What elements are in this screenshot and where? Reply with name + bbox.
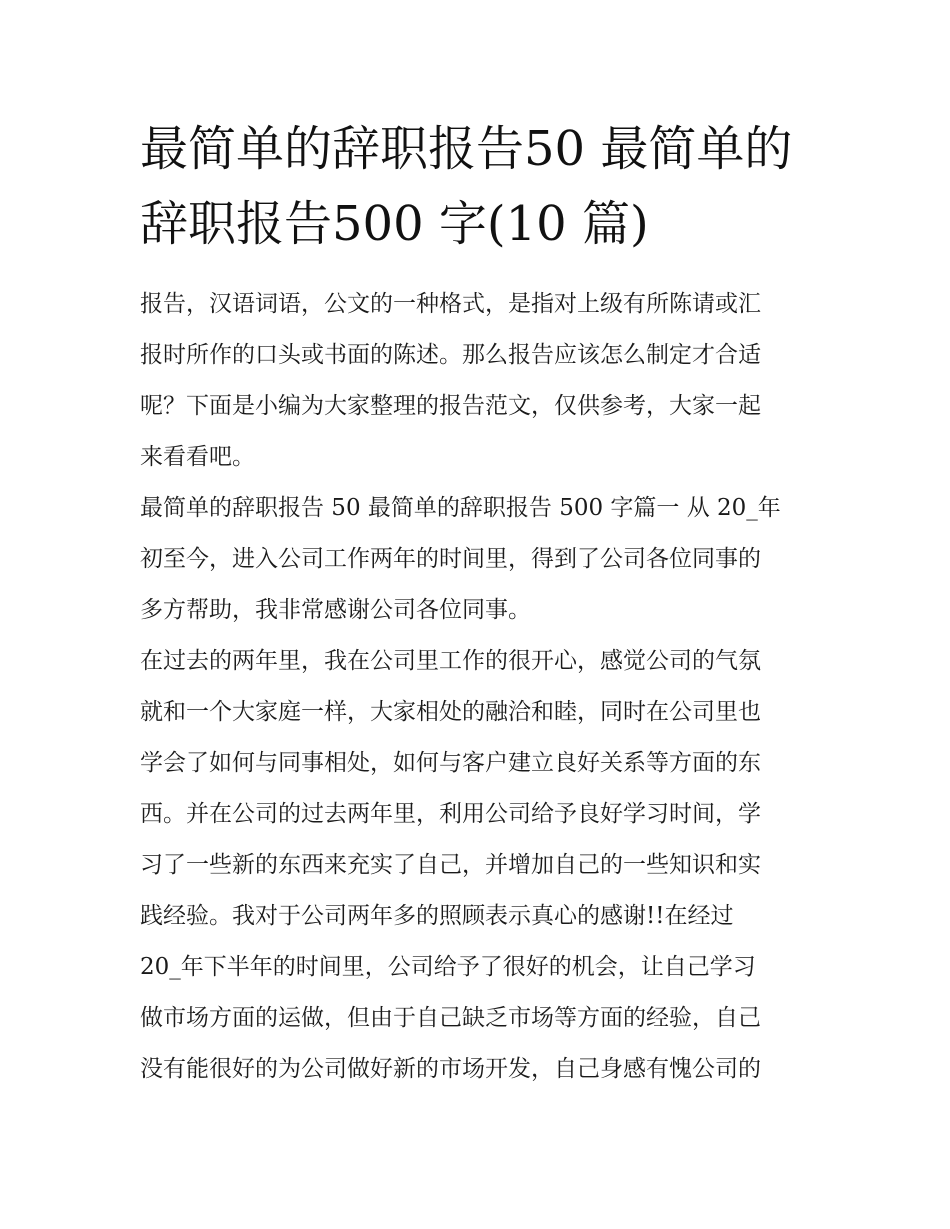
body-line: 西。并在公司的过去两年里，利用公司给予良好学习时间，学 [140,801,761,827]
body-line: 呢？下面是小编为大家整理的报告范文，仅供参考，大家一起 [140,393,761,419]
title-line-1: 最简单的辞职报告50 最简单的 [140,121,793,177]
document-page [140,112,812,1095]
body-line: 习了一些新的东西来充实了自己，并增加自己的一些知识和实 [140,852,761,878]
body-line: 学会了如何与同事相处，如何与客户建立良好关系等方面的东 [140,750,761,776]
body-line: 报告，汉语词语，公文的一种格式，是指对上级有所陈请或汇 [140,291,761,317]
body-line: 20_年下半年的时间里，公司给予了很好的机会，让自己学习 [140,954,756,980]
body-line: 来看看吧。 [140,444,255,470]
document-title [140,112,812,262]
body-line: 在过去的两年里，我在公司里工作的很开心，感觉公司的气氛 [140,648,761,674]
body-line: 最简单的辞职报告 50 最简单的辞职报告 500 字篇一 从 20_年 [140,495,781,521]
body-line: 多方帮助，我非常感谢公司各位同事。 [140,597,531,623]
body-line: 就和一个大家庭一样，大家相处的融洽和睦，同时在公司里也 [140,699,761,725]
body-line: 做市场方面的运做，但由于自己缺乏市场等方面的经验，自己 [140,1005,761,1031]
document-body [140,279,812,1095]
body-line: 初至今，进入公司工作两年的时间里，得到了公司各位同事的 [140,546,761,572]
title-line-2: 辞职报告500 字(10 篇) [140,196,649,252]
body-line: 没有能很好的为公司做好新的市场开发，自己身感有愧公司的 [140,1056,761,1082]
body-line: 报时所作的口头或书面的陈述。那么报告应该怎么制定才合适 [140,342,761,368]
body-line: 践经验。我对于公司两年多的照顾表示真心的感谢!!在经过 [140,903,734,929]
